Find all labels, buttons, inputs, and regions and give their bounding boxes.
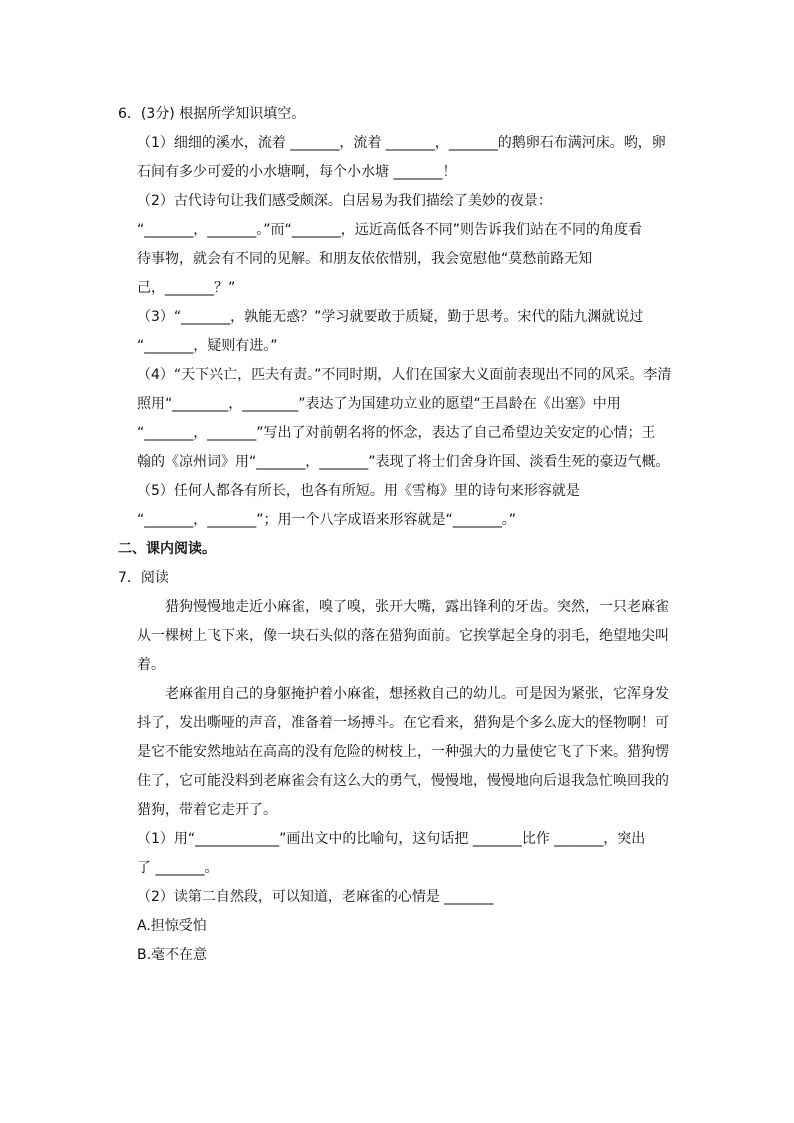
option-b: B.毫不在意 (137, 947, 208, 963)
passage-line: 老麻雀用自己的身躯掩护着小麻雀，想拯救自己的幼儿。可是因为紧张，它浑身发 (165, 686, 669, 702)
passage-line: 抖了，发出嘶哑的声音，准备着一场搏斗。在它看来，猎狗是个多么庞大的怪物啊！可 (137, 715, 669, 731)
passage-line: 猎狗，带着它走开了。 (137, 802, 277, 818)
q6-line: “_______，疑则有进。” (137, 338, 278, 354)
q6-line: （4）“天下兴亡，匹夫有责。”不同时期，人们在国家大义面前表现出不同的风采。李清 (137, 367, 672, 383)
passage-line: 猎狗慢慢地走近小麻雀，嗅了嗅，张开大嘴，露出锋利的牙齿。突然，一只老麻雀 (165, 599, 669, 615)
q6-line: （3）“_______，孰能无惑？”学习就要敢于质疑，勤于思考。宋代的陆九渊就说过 (137, 309, 644, 325)
q7-sub-question-1-cont: 了 _______。 (137, 860, 219, 876)
q6-line: （2）古代诗句让我们感受颇深。白居易为我们描绘了美妙的夜景： (137, 193, 552, 209)
q6-line: （1）细细的溪水，流着 _______，流着 _______，_______的鹅卵石布满河床。哟，卵 (137, 135, 666, 151)
q7-sub-question-1: （1）用“____________”画出文中的比喻句，这句话把 _______比作 _______，突出 (137, 831, 646, 847)
question-6-header: 6．(3分) 根据所学知识填空。 (118, 106, 306, 122)
q6-line: 己，_______？” (137, 280, 236, 296)
q6-line: “_______，_______”写出了对前朝名将的怀念，表达了自己希望边关安定的心情；王 (137, 425, 656, 441)
document-content (118, 100, 678, 970)
q6-line: “_______，_______”；用一个八字成语来形容就是“_______。” (137, 512, 517, 528)
passage-line: 是它不能安然地站在高高的没有危险的树枝上，一种强大的力量使它飞了下来。猎狗愣 (137, 744, 669, 760)
q6-line: 照用“________，________”表达了为国建功立业的愿望“王昌龄在《出塞》中用 (137, 396, 621, 412)
section-title: 二、课内阅读。 (118, 541, 216, 557)
q6-line: “_______，_______。”而“_______，远近高低各不同”则告诉我们站在不同的角度看 (137, 222, 643, 238)
q7-sub-question-2: （2）读第二自然段，可以知道，老麻雀的心情是 _______ (137, 889, 494, 905)
q6-line: （5）任何人都各有所长，也各有所短。用《雪梅》里的诗句来形容就是 (137, 483, 580, 499)
q6-line: 石间有多少可爱的小水塘啊，每个小水塘 _______！ (137, 164, 457, 180)
passage-line: 着。 (137, 657, 165, 673)
question-7-header: 7．阅读 (118, 570, 169, 586)
option-a: A.担惊受怕 (137, 918, 207, 934)
passage-line: 住了，它可能没料到老麻雀会有这么大的勇气，慢慢地，慢慢地向后退我急忙唤回我的 (137, 773, 669, 789)
passage-line: 从一棵树上飞下来，像一块石头似的落在猎狗面前。它挨掌起全身的羽毛，绝望地尖叫 (137, 628, 669, 644)
q6-line: 翰的《凉州词》用“_______，_______”表现了将士们舍身许国、淡看生死的豪迈气概。 (137, 454, 670, 470)
q6-line: 待事物，就会有不同的见解。和朋友依依惜别，我会宽慰他“莫愁前路无知 (137, 251, 593, 267)
